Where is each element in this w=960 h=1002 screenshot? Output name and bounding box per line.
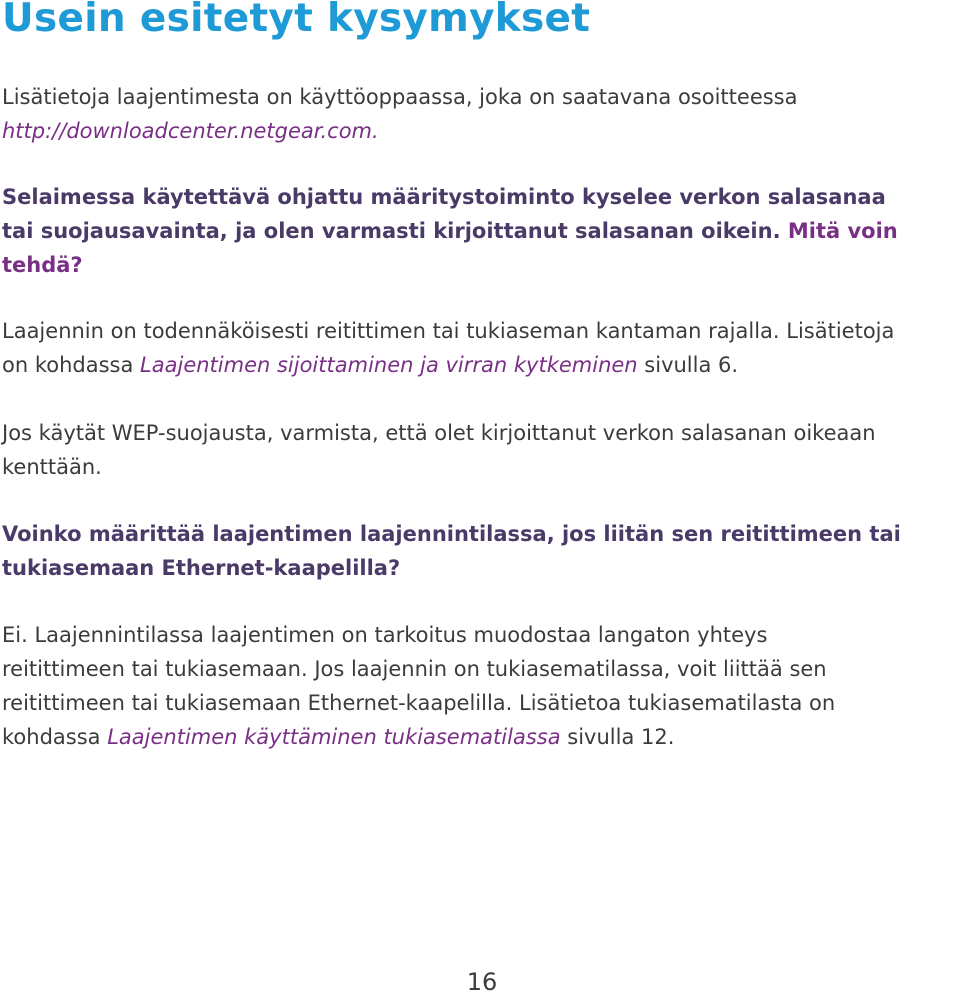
faq-question-1-line-3: tehdä? xyxy=(2,253,83,277)
faq-question-1-accent: Mitä voin xyxy=(787,219,898,243)
faq-answer-1-line-2 xyxy=(2,348,894,382)
faq-answer-3-line-3: reitittimeen tai tukiasemaan Ethernet-kaapelilla. Lisätietoa tukiasematilasta on xyxy=(2,691,836,715)
faq-answer-3-prefix: kohdassa xyxy=(2,725,101,749)
download-center-link[interactable]: http://downloadcenter.netgear.com. xyxy=(2,119,379,143)
faq-question-1-line-1: Selaimessa käytettävä ohjattu määritystoiminto kyselee verkon salasanaa xyxy=(2,185,886,209)
faq-answer-2 xyxy=(2,416,876,484)
faq-answer-3-line-2: reitittimeen tai tukiasemaan. Jos laajennin on tukiasematilassa, voit liittää sen xyxy=(2,657,827,681)
faq-answer-1-suffix: sivulla 6. xyxy=(644,353,739,377)
access-point-mode-link[interactable]: Laajentimen käyttäminen tukiasematilassa xyxy=(107,725,561,749)
page-number: 16 xyxy=(466,968,498,996)
placement-section-link[interactable]: Laajentimen sijoittaminen ja virran kytkeminen xyxy=(140,353,638,377)
page-title: Usein esitetyt kysymykset xyxy=(2,0,591,41)
faq-answer-3 xyxy=(2,618,835,754)
faq-answer-3-line-4 xyxy=(2,720,835,754)
intro-text: Lisätietoja laajentimesta on käyttöoppaassa, joka on saatavana osoitteessa xyxy=(2,85,798,109)
faq-answer-1-prefix: on kohdassa xyxy=(2,353,134,377)
faq-question-2-line-1: Voinko määrittää laajentimen laajennintilassa, jos liitän sen reitittimeen tai xyxy=(2,522,901,546)
faq-question-1-line-2 xyxy=(2,214,898,248)
faq-question-2-line-2: tukiasemaan Ethernet-kaapelilla? xyxy=(2,556,401,580)
faq-answer-2-line-2: kenttään. xyxy=(2,455,102,479)
faq-answer-2-line-1: Jos käytät WEP-suojausta, varmista, että olet kirjoittanut verkon salasanan oikeaan xyxy=(2,421,876,445)
faq-question-2 xyxy=(2,517,901,585)
faq-question-1-line-2-text: tai suojausavainta, ja olen varmasti kirjoittanut salasanan oikein. xyxy=(2,219,781,243)
faq-answer-3-suffix: sivulla 12. xyxy=(567,725,675,749)
faq-answer-1 xyxy=(2,314,894,382)
faq-question-1 xyxy=(2,180,898,282)
faq-answer-1-line-1: Laajennin on todennäköisesti reitittimen tai tukiaseman kantaman rajalla. Lisätietoja xyxy=(2,319,895,343)
intro-paragraph xyxy=(2,80,798,148)
faq-answer-3-line-1: Ei. Laajennintilassa laajentimen on tarkoitus muodostaa langaton yhteys xyxy=(2,623,768,647)
